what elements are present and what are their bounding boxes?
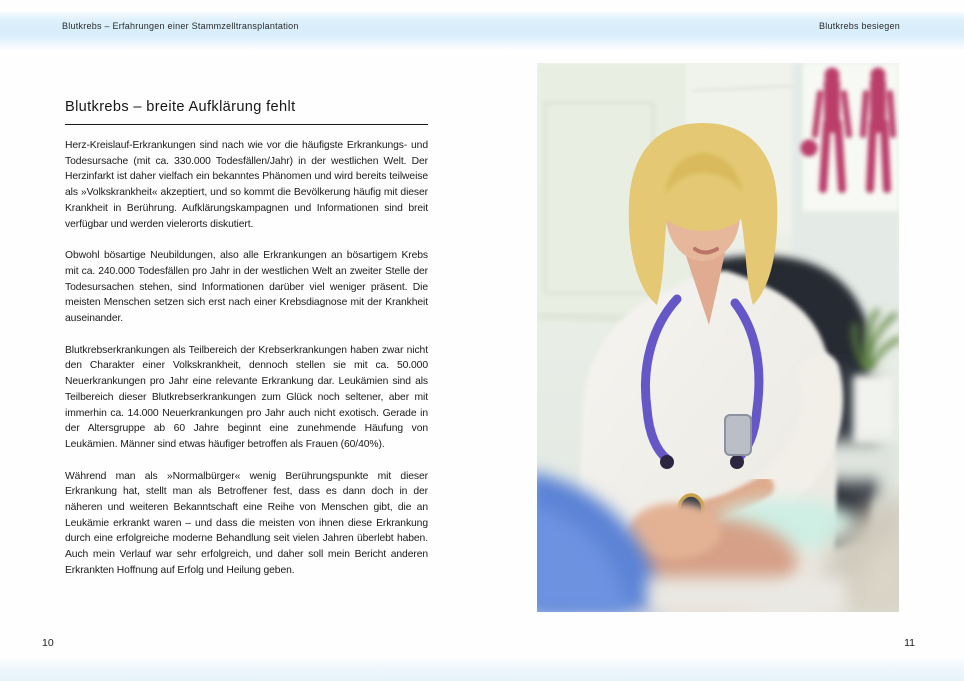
doctor-patient-photo (537, 63, 899, 612)
running-head (0, 20, 964, 34)
article-title: Blutkrebs – breite Aufklärung fehlt (65, 99, 428, 125)
paragraph: Blutkrebserkrankungen als Teilbereich der Krebserkrankungen haben zwar nicht den Charakter einer Volkskrankheit, dennoch stellen sie mit ca. 50.000 Neuerkrankungen pro Jahr eine relevante Erkrankung dar. Leukämien sind als Teilbereich dieser Blutkrebserkrankungen zum Glück noch seltener, aber mit immerhin ca. 14.000 Neuerkrankungen pro Jahr auch nicht exotisch. Gerade in der Altersgruppe ab 60 Jahre beginnt eine zunehmende Häufung von Leukämien. Männer sind etwas häufiger betroffen als Frauen (60/40%). (65, 344, 428, 450)
plant-pot (853, 375, 895, 445)
running-head-left: Blutkrebs – Erfahrungen einer Stammzelltransplantation (62, 21, 299, 31)
paragraph: Herz-Kreislauf-Erkrankungen sind nach wie vor die häufigste Erkrankungs- und Todesursache (mit ca. 330.000 Todesfällen/Jahr) in der westlichen Welt. Der Herzinfarkt ist daher vielfach ein bekanntes Phänomen und wird bereits teilweise als »Volkskrankheit« akzeptiert, und so kommt die Bevölkerung häufig mit dieser Krankheit in Berührung. Aufklärungskampagnen und Informationen sind breit verfügbar und werden vielerorts diskutiert. (65, 140, 428, 230)
article-column (65, 99, 428, 595)
anatomy-poster (801, 63, 899, 211)
paragraph: Obwohl bösartige Neubildungen, also alle Erkrankungen an bösartigem Krebs mit ca. 240.000 Todesfällen pro Jahr in der westlichen Welt an zweiter Stelle der Todesursachen stehen, sind Informationen darüber viel weniger präsent. Die meisten Menschen setzen sich erst nach einer Krebsdiagnose mit der Krankheit auseinander. (65, 250, 428, 325)
page-number-left: 10 (42, 637, 54, 649)
running-head-right: Blutkrebs besiegen (818, 21, 900, 31)
photo-illustration (537, 63, 899, 612)
article-body (65, 138, 428, 579)
page-number-right: 11 (904, 637, 915, 649)
bottom-footer-band (0, 656, 964, 681)
paragraph: Während man als »Normalbürger« wenig Berührungspunkte mit dieser Erkrankung hat, stellt man als Betroffener fest, dass es dann doch in der näheren und weiteren Bekanntschaft eine Reihe von Menschen gibt, die an Leukämie erkrankt waren – und dass die meisten von ihnen diese Erkrankung durch eine erfolgreiche moderne Behandlung seit vielen Jahren überlebt haben. Auch mein Verlauf war sehr erfolgreich, und daher soll mein Bericht anderen Erkrankten Hoffnung auf Erfolg und Heilung geben. (65, 470, 428, 576)
